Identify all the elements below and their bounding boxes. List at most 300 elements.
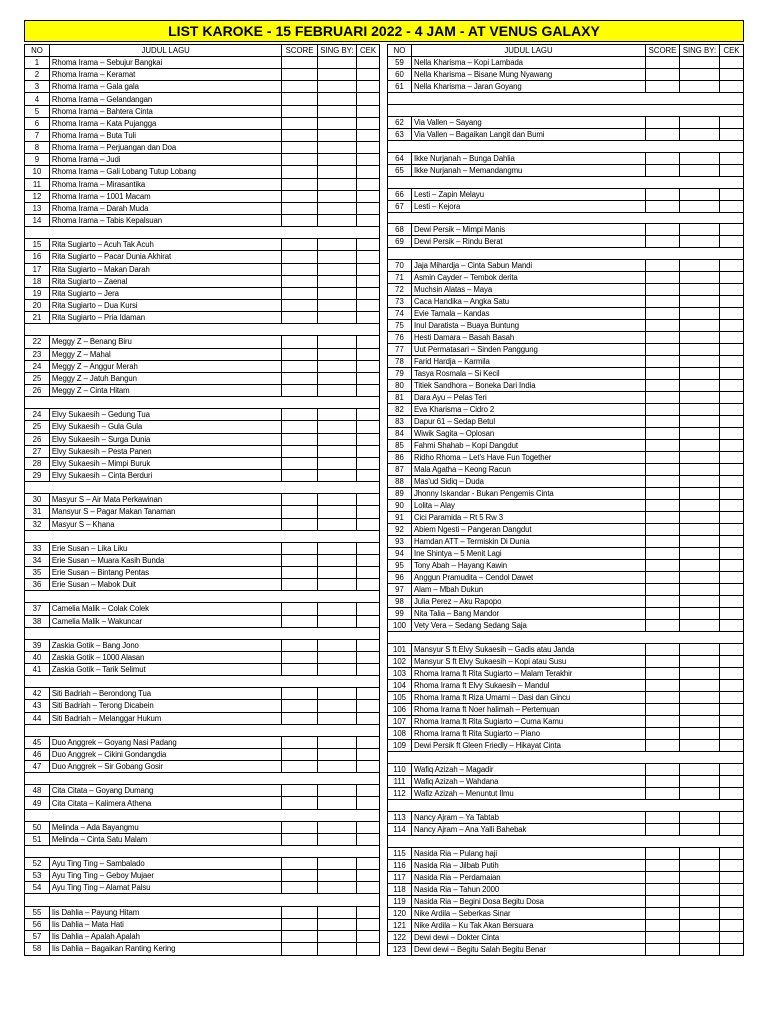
song-title: Rhoma Irama – Gala gala	[49, 81, 282, 93]
song-number: 46	[25, 748, 50, 760]
score-cell	[646, 919, 680, 931]
song-table-left	[24, 44, 380, 956]
cek-cell	[720, 644, 744, 656]
song-title: Melinda – Cinta Satu Malam	[49, 833, 282, 845]
cek-cell	[720, 320, 744, 332]
cek-cell	[720, 883, 744, 895]
cek-cell	[720, 152, 744, 164]
cek-cell	[720, 776, 744, 788]
karaoke-sheet	[24, 20, 744, 956]
table-row	[25, 736, 380, 748]
song-title: Via Vallen – Sayang	[412, 116, 646, 128]
score-cell	[646, 824, 680, 836]
song-number: 74	[388, 308, 412, 320]
table-row	[388, 368, 744, 380]
song-title: Melinda – Ada Bayangmu	[49, 821, 282, 833]
cek-cell	[357, 142, 380, 154]
cek-cell	[720, 871, 744, 883]
score-cell	[646, 260, 680, 272]
score-cell	[646, 128, 680, 140]
score-cell	[646, 188, 680, 200]
cek-cell	[720, 57, 744, 69]
song-number: 103	[388, 668, 412, 680]
song-title: Duo Anggrek – Goyang Nasi Padang	[49, 736, 282, 748]
score-cell	[646, 500, 680, 512]
sing-by-cell	[680, 140, 720, 152]
song-title: Siti Badriah – Melanggar Hukum	[49, 712, 282, 724]
cek-cell	[720, 368, 744, 380]
score-cell	[646, 704, 680, 716]
cek-cell	[357, 154, 380, 166]
cek-cell	[720, 907, 744, 919]
song-number: 79	[388, 368, 412, 380]
song-number: 88	[388, 476, 412, 488]
cek-cell	[357, 627, 380, 639]
table-row	[388, 548, 744, 560]
table-row	[388, 308, 744, 320]
sing-by-cell	[680, 248, 720, 260]
score-cell	[646, 116, 680, 128]
song-number: 35	[25, 567, 50, 579]
score-cell	[282, 215, 317, 227]
song-title: Alam – Mbah Dukun	[412, 584, 646, 596]
song-number: 69	[388, 236, 412, 248]
score-cell	[646, 620, 680, 632]
song-number: 49	[25, 797, 50, 809]
song-number	[25, 482, 50, 494]
sing-by-cell	[680, 320, 720, 332]
song-number: 99	[388, 608, 412, 620]
song-number: 121	[388, 919, 412, 931]
song-number	[25, 591, 50, 603]
sing-by-cell	[317, 397, 356, 409]
sing-by-cell	[317, 409, 356, 421]
score-cell	[282, 821, 317, 833]
cek-cell	[357, 542, 380, 554]
score-cell	[646, 644, 680, 656]
cek-cell	[357, 676, 380, 688]
song-number: 67	[388, 200, 412, 212]
song-title: Dewi Persik – Rindu Berat	[412, 236, 646, 248]
song-number: 113	[388, 812, 412, 824]
song-title: Rhoma Irama ft Noer halimah – Pertemuan	[412, 704, 646, 716]
sing-by-cell	[680, 740, 720, 752]
song-title	[412, 836, 646, 848]
sing-by-cell	[317, 918, 356, 930]
score-cell	[282, 409, 317, 421]
cek-cell	[720, 847, 744, 859]
song-title: Rhoma Irama ft Rita Sugiarto – Piano	[412, 728, 646, 740]
table-row	[25, 858, 380, 870]
score-cell	[646, 236, 680, 248]
score-cell	[646, 847, 680, 859]
cek-cell	[720, 428, 744, 440]
score-cell	[646, 320, 680, 332]
table-row	[25, 761, 380, 773]
score-cell	[646, 308, 680, 320]
song-number	[25, 724, 50, 736]
score-cell	[282, 554, 317, 566]
table-row	[25, 748, 380, 760]
table-row	[25, 821, 380, 833]
sing-by-cell	[317, 700, 356, 712]
song-title: Ayu Ting Ting – Alamat Palsu	[49, 882, 282, 894]
table-row	[25, 918, 380, 930]
sing-by-cell	[317, 69, 356, 81]
song-title: Nasida Ria – Begini Dosa Begitu Dosa	[412, 895, 646, 907]
cek-cell	[720, 404, 744, 416]
cek-cell	[720, 188, 744, 200]
score-cell	[646, 536, 680, 548]
song-title: Dara Ayu – Pelas Teri	[412, 392, 646, 404]
song-title: Lolita – Alay	[412, 500, 646, 512]
sing-by-cell	[680, 488, 720, 500]
score-cell	[646, 836, 680, 848]
sing-by-cell	[680, 836, 720, 848]
song-title: Uut Permatasari – Sinden Panggung	[412, 344, 646, 356]
sing-by-cell	[680, 272, 720, 284]
score-cell	[646, 344, 680, 356]
score-cell	[646, 404, 680, 416]
score-cell	[282, 81, 317, 93]
table-row	[388, 943, 744, 955]
table-row	[388, 392, 744, 404]
cek-cell	[357, 372, 380, 384]
song-number	[25, 627, 50, 639]
cek-cell	[720, 440, 744, 452]
table-row	[25, 202, 380, 214]
table-row	[25, 688, 380, 700]
score-cell	[282, 202, 317, 214]
score-cell	[282, 639, 317, 651]
song-number: 68	[388, 224, 412, 236]
song-title: Wafiq Azizah – Magadir	[412, 764, 646, 776]
song-number: 6	[25, 117, 50, 129]
song-title: Rita Sugiarto – Zaenal	[49, 275, 282, 287]
sing-by-cell	[680, 644, 720, 656]
song-number	[25, 809, 50, 821]
cek-cell	[720, 284, 744, 296]
song-title: Iis Dahlia – Apalah Apalah	[49, 930, 282, 942]
sing-by-cell	[680, 847, 720, 859]
song-number: 73	[388, 296, 412, 308]
table-row	[388, 284, 744, 296]
sing-by-cell	[317, 688, 356, 700]
cek-cell	[357, 117, 380, 129]
song-title: Rhoma Irama – Perjuangan dan Doa	[49, 142, 282, 154]
table-row	[25, 554, 380, 566]
song-number: 91	[388, 512, 412, 524]
song-title: Rhoma Irama – Tabis Kepalsuan	[49, 215, 282, 227]
table-row	[25, 664, 380, 676]
table-row	[25, 942, 380, 955]
sing-by-cell	[680, 176, 720, 188]
song-number: 107	[388, 716, 412, 728]
song-number: 97	[388, 584, 412, 596]
score-cell	[646, 356, 680, 368]
sing-by-cell	[317, 129, 356, 141]
song-title: Mala Agatha – Keong Racun	[412, 464, 646, 476]
cek-cell	[720, 560, 744, 572]
sing-by-cell	[680, 392, 720, 404]
song-title: Dewi dewi – Begitu Salah Begitu Benar	[412, 943, 646, 955]
sing-by-cell	[317, 627, 356, 639]
cek-cell	[357, 129, 380, 141]
song-number	[25, 894, 50, 906]
table-row	[388, 824, 744, 836]
score-cell	[282, 336, 317, 348]
cek-cell	[357, 833, 380, 845]
sing-by-cell	[317, 360, 356, 372]
score-cell	[282, 809, 317, 821]
table-row	[25, 639, 380, 651]
cek-cell	[720, 272, 744, 284]
song-title: Duo Anggrek – Cikini Gondangdia	[49, 748, 282, 760]
score-cell	[282, 482, 317, 494]
sing-by-cell	[317, 421, 356, 433]
song-title: Meggy Z – Anggur Merah	[49, 360, 282, 372]
cek-cell	[720, 752, 744, 764]
song-number: 96	[388, 572, 412, 584]
score-cell	[282, 397, 317, 409]
sing-by-cell	[680, 476, 720, 488]
table-row	[25, 372, 380, 384]
song-title: Erie Susan – Lika Liku	[49, 542, 282, 554]
cek-cell	[720, 548, 744, 560]
song-number: 101	[388, 644, 412, 656]
song-number: 3	[25, 81, 50, 93]
song-title	[49, 530, 282, 542]
cek-cell	[720, 93, 744, 105]
cek-cell	[720, 260, 744, 272]
cek-cell	[357, 263, 380, 275]
song-title	[49, 773, 282, 785]
sing-by-cell	[680, 416, 720, 428]
cek-cell	[357, 797, 380, 809]
song-number: 41	[25, 664, 50, 676]
score-cell	[646, 332, 680, 344]
table-row	[388, 464, 744, 476]
sing-by-cell	[680, 859, 720, 871]
sing-by-cell	[317, 833, 356, 845]
cek-cell	[357, 312, 380, 324]
cek-cell	[357, 712, 380, 724]
song-number: 83	[388, 416, 412, 428]
score-cell	[646, 93, 680, 105]
song-title: Meggy Z – Jatuh Bangun	[49, 372, 282, 384]
table-row	[25, 421, 380, 433]
score-cell	[282, 324, 317, 336]
song-title: Rhoma Irama – Bahtera Cinta	[49, 105, 282, 117]
table-row	[25, 142, 380, 154]
song-title: Duo Anggrek – Sir Gobang Gosir	[49, 761, 282, 773]
song-title: Abiem Ngesti – Pangeran Dangdut	[412, 524, 646, 536]
song-number: 1	[25, 57, 50, 69]
header-song: JUDUL LAGU	[412, 45, 646, 57]
song-title	[412, 248, 646, 260]
score-cell	[646, 452, 680, 464]
score-cell	[282, 736, 317, 748]
song-title: Erie Susan – Bintang Pentas	[49, 567, 282, 579]
cek-cell	[357, 603, 380, 615]
song-title: Elvy Sukaesih – Cinta Berduri	[49, 469, 282, 481]
score-cell	[282, 69, 317, 81]
sing-by-cell	[680, 356, 720, 368]
sing-by-cell	[680, 152, 720, 164]
sing-by-cell	[680, 116, 720, 128]
score-cell	[646, 692, 680, 704]
sing-by-cell	[680, 931, 720, 943]
table-row	[388, 512, 744, 524]
song-number	[388, 632, 412, 644]
song-number: 111	[388, 776, 412, 788]
score-cell	[646, 212, 680, 224]
song-number: 51	[25, 833, 50, 845]
cek-cell	[357, 639, 380, 651]
sing-by-cell	[680, 883, 720, 895]
table-row	[25, 227, 380, 239]
song-number: 82	[388, 404, 412, 416]
sing-by-cell	[317, 567, 356, 579]
song-title	[49, 724, 282, 736]
song-number: 31	[25, 506, 50, 518]
song-number: 34	[25, 554, 50, 566]
score-cell	[282, 178, 317, 190]
score-cell	[282, 457, 317, 469]
song-title: Dewi Persik – Mimpi Manis	[412, 224, 646, 236]
table-row	[388, 440, 744, 452]
table-row	[388, 692, 744, 704]
song-title: Rhoma Irama – Gali Lobang Tutup Lobang	[49, 166, 282, 178]
sing-by-cell	[317, 239, 356, 251]
cek-cell	[720, 584, 744, 596]
cek-cell	[357, 239, 380, 251]
song-title: Erie Susan – Mabok Duit	[49, 579, 282, 591]
song-number: 60	[388, 69, 412, 81]
table-row	[388, 488, 744, 500]
cek-cell	[357, 761, 380, 773]
cek-cell	[720, 224, 744, 236]
song-number: 28	[25, 457, 50, 469]
table-row	[25, 494, 380, 506]
sing-by-cell	[680, 728, 720, 740]
cek-cell	[720, 716, 744, 728]
score-cell	[646, 716, 680, 728]
cek-cell	[357, 397, 380, 409]
sing-by-cell	[317, 882, 356, 894]
song-title: Dewi Persik ft Gleen Friedly – Hikayat Cinta	[412, 740, 646, 752]
sing-by-cell	[317, 530, 356, 542]
sing-by-cell	[317, 858, 356, 870]
cek-cell	[357, 858, 380, 870]
song-number: 10	[25, 166, 50, 178]
song-number: 110	[388, 764, 412, 776]
cek-cell	[357, 81, 380, 93]
song-number: 59	[388, 57, 412, 69]
song-title: Elvy Sukaesih – Pesta Panen	[49, 445, 282, 457]
song-title: Eva Kharisma – Cidro 2	[412, 404, 646, 416]
song-title: Nella Kharisma – Jaran Goyang	[412, 81, 646, 93]
cek-cell	[357, 785, 380, 797]
score-cell	[282, 918, 317, 930]
table-row	[25, 190, 380, 202]
song-title: Meggy Z – Benang Biru	[49, 336, 282, 348]
table-row	[25, 117, 380, 129]
song-number: 117	[388, 871, 412, 883]
cek-cell	[720, 632, 744, 644]
song-title: Masyur S – Air Mata Perkawinan	[49, 494, 282, 506]
song-title: Zaskia Gotik – Bang Jono	[49, 639, 282, 651]
song-title: Mansyur S ft Elvy Sukaesih – Gadis atau Janda	[412, 644, 646, 656]
sing-by-cell	[317, 821, 356, 833]
score-cell	[646, 392, 680, 404]
score-cell	[282, 712, 317, 724]
song-number: 105	[388, 692, 412, 704]
cek-cell	[720, 943, 744, 955]
score-cell	[282, 494, 317, 506]
table-row	[25, 336, 380, 348]
score-cell	[282, 372, 317, 384]
table-row	[25, 57, 380, 69]
song-title: Mas'ud Sidiq – Duda	[412, 476, 646, 488]
score-cell	[282, 930, 317, 942]
sing-by-cell	[317, 651, 356, 663]
song-number: 66	[388, 188, 412, 200]
score-cell	[282, 833, 317, 845]
song-number: 27	[25, 445, 50, 457]
score-cell	[646, 788, 680, 800]
score-cell	[646, 895, 680, 907]
score-cell	[646, 883, 680, 895]
song-number: 33	[25, 542, 50, 554]
table-row	[25, 797, 380, 809]
sing-by-cell	[680, 128, 720, 140]
table-row	[25, 275, 380, 287]
song-title	[49, 591, 282, 603]
song-number: 95	[388, 560, 412, 572]
sing-by-cell	[680, 500, 720, 512]
score-cell	[646, 764, 680, 776]
song-title: Erie Susan – Muara Kasih Bunda	[49, 554, 282, 566]
song-title: Asmin Cayder – Tembok derita	[412, 272, 646, 284]
song-number: 5	[25, 105, 50, 117]
sing-by-cell	[680, 812, 720, 824]
score-cell	[646, 140, 680, 152]
header-score: SCORE	[282, 45, 317, 57]
song-title: Iis Dahlia – Payung Hitam	[49, 906, 282, 918]
song-title: Rhoma Irama – Gelandangan	[49, 93, 282, 105]
song-number: 48	[25, 785, 50, 797]
table-row	[25, 518, 380, 530]
song-title: Wiwik Sagita – Oplosan	[412, 428, 646, 440]
song-title: Anggun Pramudita – Cendol Dawet	[412, 572, 646, 584]
song-number: 123	[388, 943, 412, 955]
sing-by-cell	[680, 692, 720, 704]
song-title: Iis Dahlia – Mata Hati	[49, 918, 282, 930]
sing-by-cell	[680, 332, 720, 344]
song-number	[388, 248, 412, 260]
table-header-row	[25, 45, 380, 57]
cek-cell	[720, 488, 744, 500]
sing-by-cell	[317, 482, 356, 494]
score-cell	[646, 81, 680, 93]
song-number: 106	[388, 704, 412, 716]
score-cell	[646, 380, 680, 392]
sing-by-cell	[317, 494, 356, 506]
table-row	[388, 847, 744, 859]
song-number: 24	[25, 360, 50, 372]
sing-by-cell	[317, 348, 356, 360]
